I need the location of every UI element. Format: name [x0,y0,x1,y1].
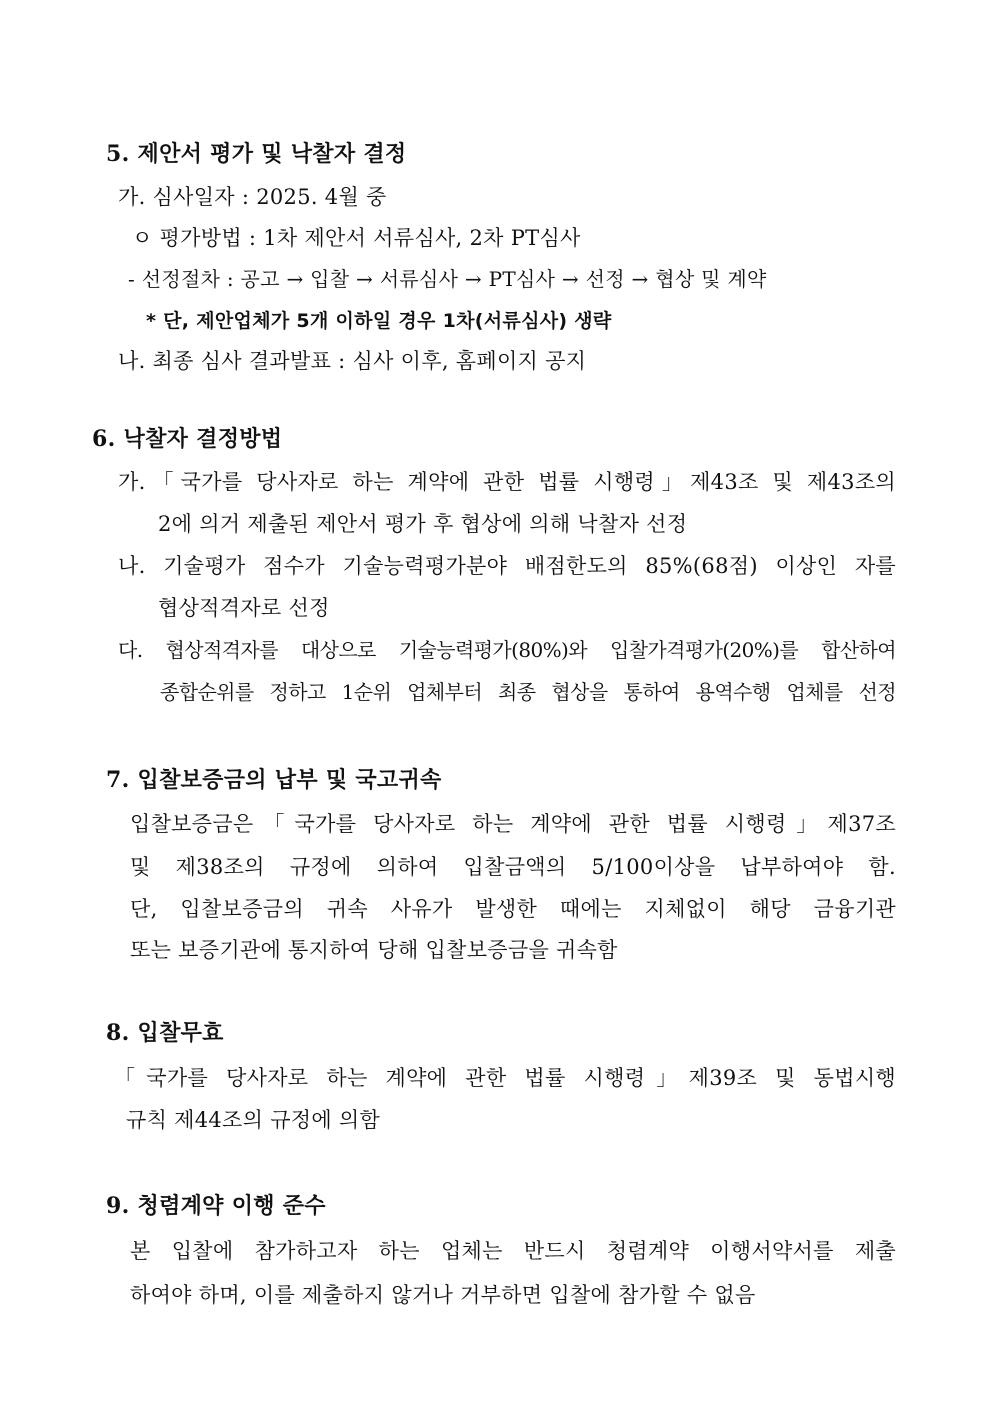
section-7-heading: 7. 입찰보증금의 납부 및 국고귀속 [106,767,442,793]
section-6-line-ga-1: 가.「국가를 당사자로 하는 계약에 관한 법률 시행령」제43조 및 제43조의 [118,470,896,494]
section-9-heading: 9. 청렴계약 이행 준수 [106,1193,326,1219]
section-5-line-procedure: - 선정절차 : 공고 → 입찰 → 서류심사 → PT심사 → 선정 → 협상 및 계약 [128,267,767,291]
section-6-line-da-1: 다. 협상적격자를 대상으로 기술능력평가(80%)와 입찰가격평가(20%)를 합산하여 [118,638,896,662]
section-9-line-2: 하여야 하며, 이를 제출하지 않거나 거부하면 입찰에 참가할 수 없음 [130,1283,756,1307]
section-8-line-2: 규칙 제44조의 규정에 의함 [126,1108,381,1132]
section-7-line-1: 입찰보증금은「국가를 당사자로 하는 계약에 관한 법률 시행령」제37조 [130,812,896,836]
section-6-heading: 6. 낙찰자 결정방법 [92,426,283,452]
section-8-heading: 8. 입찰무효 [106,1020,224,1046]
section-6-line-na-2: 협상적격자로 선정 [158,596,330,620]
section-7-line-4: 또는 보증기관에 통지하여 당해 입찰보증금을 귀속함 [130,938,618,962]
section-8-line-1: 「국가를 당사자로 하는 계약에 관한 법률 시행령」제39조 및 동법시행 [114,1066,896,1090]
section-5-heading: 5. 제안서 평가 및 낙찰자 결정 [106,141,407,167]
section-5-line-note: * 단, 제안업체가 5개 이하일 경우 1차(서류심사) 생략 [146,310,612,332]
section-9-line-1: 본 입찰에 참가하고자 하는 업체는 반드시 청렴계약 이행서약서를 제출 [130,1239,896,1263]
section-5-line-review-date: 가. 심사일자 : 2025. 4월 중 [118,185,387,209]
section-6-line-ga-2: 2에 의거 제출된 제안서 평가 후 협상에 의해 낙찰자 선정 [158,512,688,536]
section-7-line-3: 단, 입찰보증금의 귀속 사유가 발생한 때에는 지체없이 해당 금융기관 [130,897,896,921]
section-7-line-2: 및 제38조의 규정에 의하여 입찰금액의 5/100이상을 납부하여야 함. [130,855,896,879]
section-6-line-da-2: 종합순위를 정하고 1순위 업체부터 최종 협상을 통하여 용역수행 업체를 선정 [160,680,896,704]
section-6-line-na-1: 나. 기술평가 점수가 기술능력평가분야 배점한도의 85%(68점) 이상인 자를 [118,554,896,578]
section-5-line-eval-method: ㅇ 평가방법 : 1차 제안서 서류심사, 2차 PT심사 [132,226,581,250]
section-5-line-final-result: 나. 최종 심사 결과발표 : 심사 이후, 홈페이지 공지 [118,349,587,373]
